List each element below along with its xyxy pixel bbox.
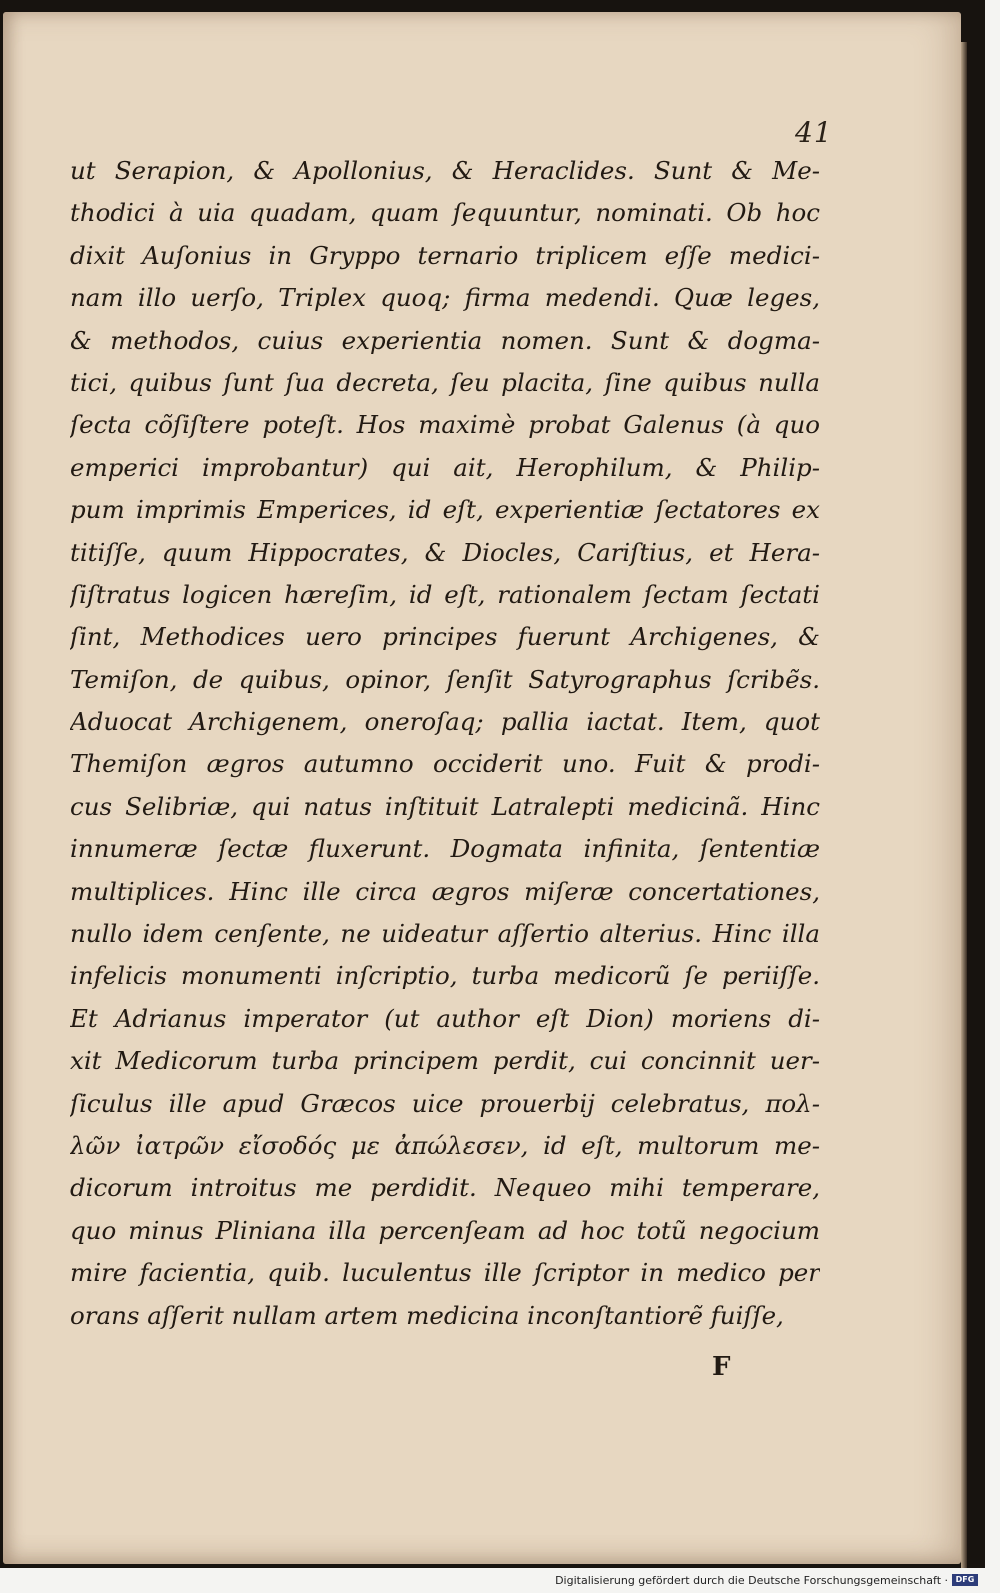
text-line: ut Serapion, & Apollonius, & Heraclides. Sunt & Me- — [70, 156, 820, 185]
text-line: ſint, Methodices uero principes fuerunt Archigenes, & — [70, 622, 820, 652]
text-line: Aduocat Archigenem, oneroſaq; pallia iactat. Item, quot — [70, 707, 820, 737]
page-edge — [961, 42, 967, 1572]
text-line: Themiſon ægros autumno occiderit uno. Fuit & prodi- — [70, 749, 820, 779]
text-line: ſiſtratus logicen hæreſim, id eſt, rationalem ſectam ſectati — [70, 579, 820, 609]
dfg-logo-icon: DFG — [952, 1574, 978, 1586]
text-line: titiſſe, quum Hippocrates, & Diocles, Cariſtius, et Hera- — [70, 537, 820, 567]
text-line: nullo idem cenſente, ne uideatur aſſertio alterius. Hinc illa — [70, 919, 820, 949]
digitization-credit: Digitalisierung gefördert durch die Deutsche Forschungsgemeinschaft · — [555, 1574, 948, 1587]
text-line: dicorum introitus me perdidit. Nequeo mihi temperare, — [70, 1173, 820, 1203]
text-line: dixit Auſonius in Gryppo ternario triplicem eſſe medici- — [70, 240, 820, 270]
text-line: ſiculus ille apud Græcos uice prouerbij celebratus, πολ- — [70, 1088, 820, 1118]
text-line: Et Adrianus imperator (ut author eſt Dion) moriens di- — [70, 1003, 820, 1033]
text-line: quo minus Pliniana illa percenſeam ad hoc totũ negocium — [70, 1215, 820, 1245]
text-line: innumeræ ſectæ fluxerunt. Dogmata infinita, ſententiæ — [70, 834, 820, 864]
text-line: λῶν ἰατρῶν εἴσοδός με ἀπώλεσεν, id eſt, multorum me- — [70, 1130, 820, 1160]
text-line: orans aſſerit nullam artem medicina inconſtantiorẽ fuiſſe, — [70, 1300, 784, 1330]
page-number: 41 — [795, 116, 833, 149]
text-line: & methodos, cuius experientia nomen. Sunt & dogma- — [70, 325, 820, 355]
body-text — [70, 150, 820, 1337]
text-line: nam illo uerſo, Triplex quoq; firma medendi. Quæ leges, — [70, 283, 820, 313]
signature-mark: F — [712, 1352, 731, 1382]
text-line: pum imprimis Emperices, id eſt, experientiæ ſectatores ex — [70, 495, 820, 525]
text-line: ſecta cõſiſtere poteſt. Hos maximè probat Galenus (à quo — [70, 410, 820, 440]
text-line: infelicis monumenti inſcriptio, turba medicorũ ſe periiſſe. — [70, 961, 820, 991]
text-line: xit Medicorum turba principem perdit, cui concinnit uer- — [70, 1046, 820, 1076]
text-line: Temiſon, de quibus, opinor, ſenſit Satyrographus ſcribẽs. — [70, 664, 820, 694]
text-line: emperici improbantur) qui ait, Herophilum, & Philip- — [70, 452, 820, 482]
text-line: multiplices. Hinc ille circa ægros miſeræ concertationes, — [70, 876, 820, 906]
text-line: mire facientia, quib. luculentus ille ſcriptor in medico per — [70, 1258, 820, 1288]
text-line: thodici à uia quadam, quam ſequuntur, nominati. Ob hoc — [70, 198, 820, 228]
text-line: tici, quibus ſunt ſua decreta, ſeu placita, ſine quibus nulla — [70, 367, 820, 397]
text-line: cus Selibriæ, qui natus inſtituit Latralepti medicinã. Hinc — [70, 791, 820, 821]
